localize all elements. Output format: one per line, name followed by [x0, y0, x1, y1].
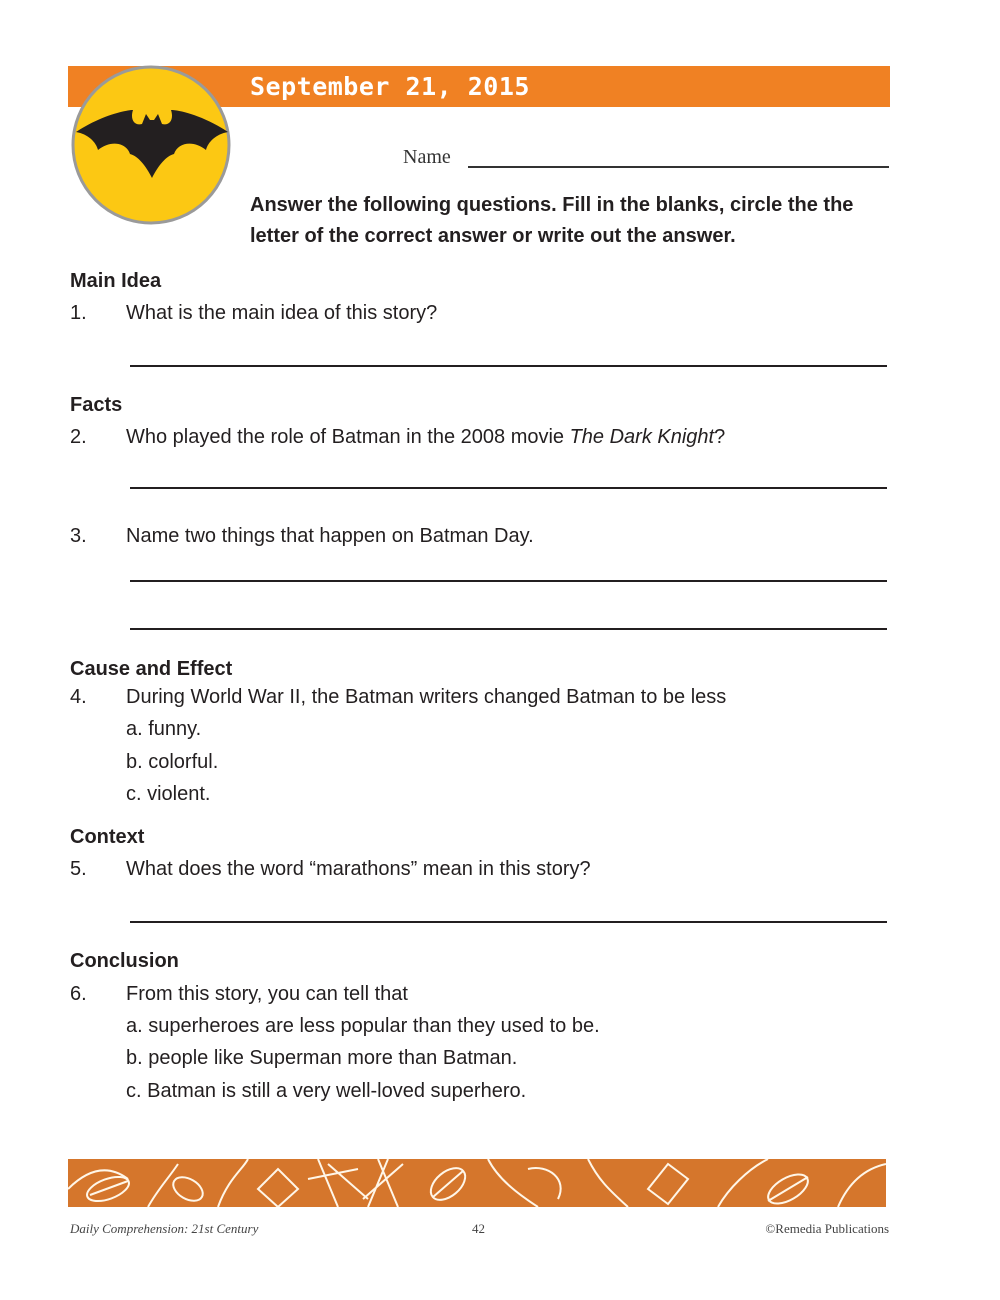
- option-c[interactable]: c. violent.: [126, 783, 211, 805]
- answer-line-1[interactable]: [130, 365, 887, 367]
- question-text-before: Who played the role of Batman in the 2008 movie: [126, 426, 570, 448]
- question-number: 3.: [70, 525, 87, 547]
- option-a[interactable]: a. superheroes are less popular than they used to be.: [126, 1015, 600, 1037]
- footer-page-number: 42: [472, 1221, 485, 1236]
- answer-line-3a[interactable]: [130, 580, 887, 582]
- answer-line-2[interactable]: [130, 487, 887, 489]
- movie-title: The Dark Knight: [569, 426, 715, 448]
- name-label: Name: [403, 146, 451, 168]
- heading-conclusion: Conclusion: [70, 950, 179, 972]
- heading-main-idea: Main Idea: [70, 270, 162, 292]
- option-b[interactable]: b. people like Superman more than Batman.: [126, 1047, 518, 1069]
- footer-book-title: Daily Comprehension: 21st Century: [70, 1221, 259, 1236]
- bat-signal-icon: [70, 64, 232, 226]
- footer-publisher: ©Remedia Publications: [765, 1221, 889, 1236]
- question-number: 1.: [70, 302, 87, 324]
- question-text: What is the main idea of this story?: [126, 302, 438, 324]
- heading-context: Context: [70, 826, 145, 848]
- question-number: 2.: [70, 426, 87, 448]
- date-title: September 21, 2015: [250, 72, 530, 101]
- heading-cause-effect: Cause and Effect: [70, 658, 233, 680]
- question-text: What does the word “marathons” mean in this story?: [126, 858, 591, 880]
- question-text-after: ?: [714, 426, 726, 448]
- question-number: 5.: [70, 858, 87, 880]
- leaf-pattern-band: [68, 1159, 886, 1207]
- heading-facts: Facts: [70, 394, 123, 416]
- instructions: Answer the following questions. Fill in the blanks, circle the the letter of the correct answer or write out the answer.: [250, 194, 854, 247]
- question-number: 6.: [70, 983, 87, 1005]
- question-text: Name two things that happen on Batman Day.: [126, 525, 534, 547]
- answer-line-3b[interactable]: [130, 628, 887, 630]
- option-a[interactable]: a. funny.: [126, 718, 202, 740]
- name-input-line[interactable]: [468, 166, 889, 168]
- question-number: 4.: [70, 686, 87, 708]
- question-text: During World War II, the Batman writers changed Batman to be less: [126, 686, 727, 708]
- option-c[interactable]: c. Batman is still a very well-loved superhero.: [126, 1080, 527, 1102]
- answer-line-5[interactable]: [130, 921, 887, 923]
- leaf-pattern-icon: [68, 1159, 886, 1207]
- question-text: [126, 426, 725, 449]
- option-b[interactable]: b. colorful.: [126, 751, 219, 773]
- question-text: From this story, you can tell that: [126, 983, 408, 1005]
